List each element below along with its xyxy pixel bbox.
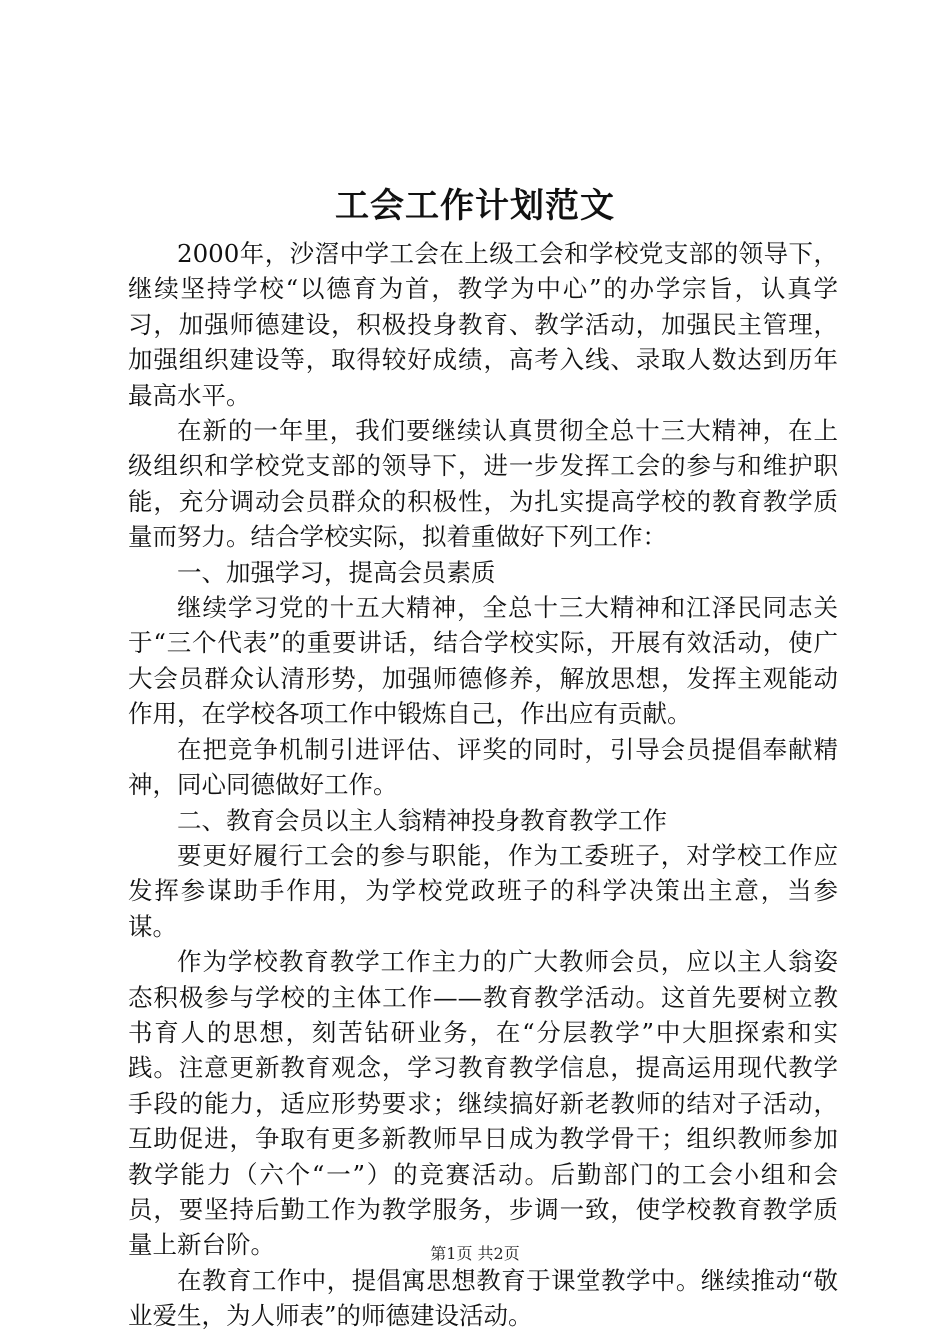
page-number-footer: 第1页 共2页 (430, 1244, 520, 1263)
section-heading: 二、教育会员以主人翁精神投身教育教学工作 (177, 805, 667, 835)
section-heading: 一、加强学习，提高会员素质 (177, 557, 496, 587)
document-title: 工会工作计划范文 (335, 186, 615, 226)
paragraph: 在教育工作中，提倡寓思想教育于课堂教学中。继续推动“敬业爱生，为人师表”的师德建设活动。 (128, 1265, 838, 1331)
document-body (128, 236, 838, 1334)
paragraph: 作为学校教育教学工作主力的广大教师会员，应以主人翁姿态积极参与学校的主体工作——教育教学活动。这首先要树立教书育人的思想，刻苦钻研业务，在“分层教学”中大胆探索和实践。注意更新教育观念，学习教育教学信息，提高运用现代教学手段的能力，适应形势要求；继续搞好新老教师的结对子活动，互助促进，争取有更多新教师早日成为教学骨干；组织教师参加教学能力（六个“一”）的竞赛活动。后勤部门的工会小组和会员，要坚持后勤工作为教学服务，步调一致，使学校教育教学质量上新台阶。 (128, 947, 838, 1260)
paragraph: 在把竞争机制引进评估、评奖的同时，引导会员提倡奉献精神，同心同德做好工作。 (128, 734, 838, 800)
paragraph: 在新的一年里，我们要继续认真贯彻全总十三大精神，在上级组织和学校党支部的领导下，进一步发挥工会的参与和维护职能，充分调动会员群众的积极性，为扎实提高学校的教育教学质量而努力。结合学校实际，拟着重做好下列工作： (128, 416, 838, 552)
paragraph: 要更好履行工会的参与职能，作为工委班子，对学校工作应发挥参谋助手作用，为学校党政班子的科学决策出主意，当参谋。 (128, 840, 838, 941)
paragraph: 继续学习党的十五大精神，全总十三大精神和江泽民同志关于“三个代表”的重要讲话，结合学校实际，开展有效活动，使广大会员群众认清形势，加强师德修养，解放思想，发挥主观能动作用，在学校各项工作中锻炼自己，作出应有贡献。 (128, 593, 838, 729)
paragraph: 2000年，沙滘中学工会在上级工会和学校党支部的领导下，继续坚持学校“以德育为首，教学为中心”的办学宗旨，认真学习，加强师德建设，积极投身教育、教学活动，加强民主管理，加强组织建设等，取得较好成绩，高考入线、录取人数达到历年最高水平。 (128, 239, 838, 410)
